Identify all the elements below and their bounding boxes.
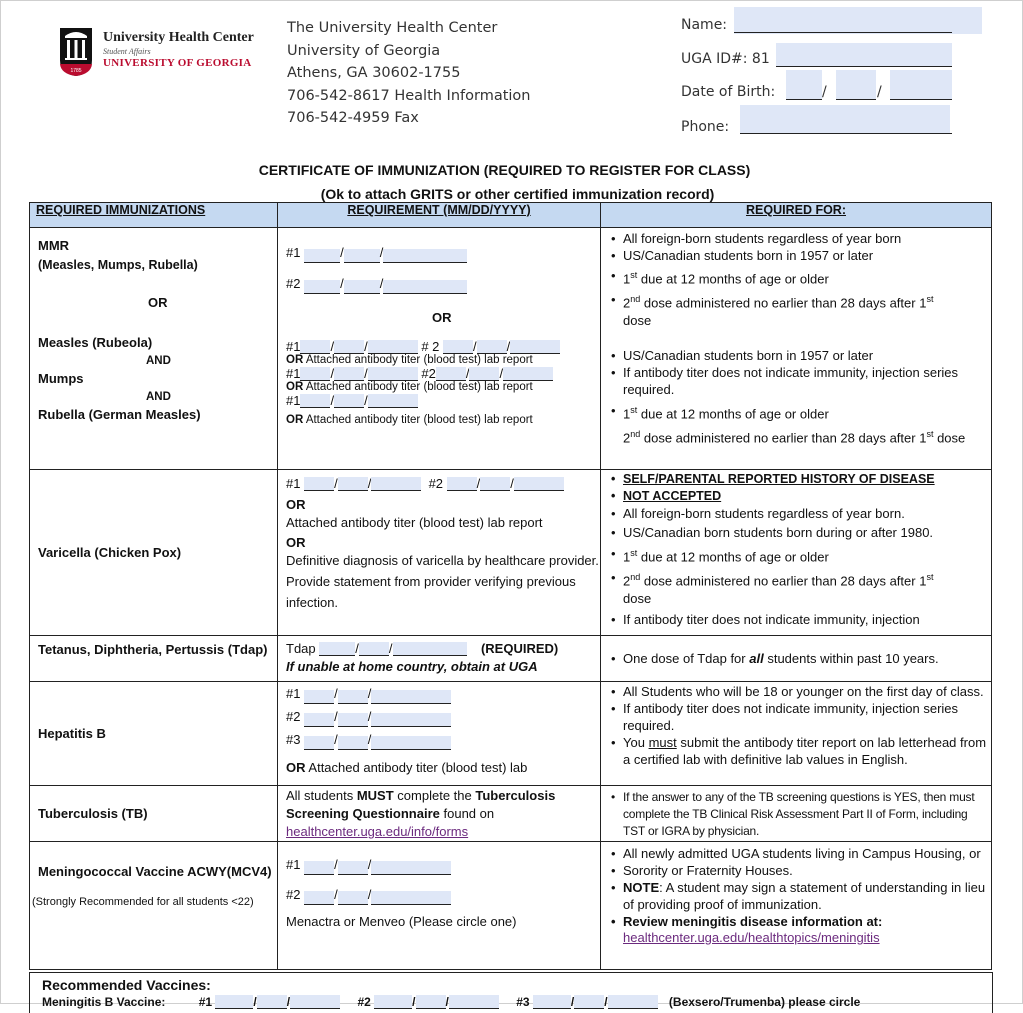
mening-brand: Menactra or Menveo (Please circle one)	[286, 914, 517, 929]
list-item: • 2nd dose administered no earlier than 28 days after 1st dose	[623, 291, 991, 328]
tb-title: Tuberculosis (TB)	[38, 806, 148, 821]
address-line: 706-542-8617 Health Information	[287, 87, 531, 104]
mumps-dose1-day[interactable]	[334, 367, 364, 381]
varicella-dose2-month[interactable]	[447, 477, 477, 491]
list-item: • 1st due at 12 months of age or older	[623, 402, 991, 422]
logo-title: University Health Center	[103, 30, 254, 45]
mening-dose2-year[interactable]	[371, 891, 451, 905]
list-item: • SELF/PARENTAL REPORTED HISTORY OF DISEASE	[623, 471, 991, 488]
dose-label: #1	[286, 476, 301, 491]
titer-text: Attached antibody titer (blood test) lab	[308, 760, 528, 775]
mumps-dose1-month[interactable]	[300, 367, 330, 381]
dose-label: #1	[286, 339, 301, 354]
phone-input[interactable]	[740, 105, 950, 133]
rubella-title: Rubella (German Measles)	[38, 407, 201, 422]
mening-dose1-year[interactable]	[371, 861, 451, 875]
measles-title: Measles (Rubeola)	[38, 335, 153, 350]
phone-label: Phone:	[681, 119, 730, 135]
rubella-dose1-year[interactable]	[368, 394, 418, 408]
measles-dose2-day[interactable]	[477, 340, 507, 354]
or-label: OR	[286, 354, 304, 366]
cell-hepb-requirement: #1 / / #2 / / #3 / / OR Attached antibody titer (blood test) lab	[278, 682, 601, 786]
cell-hepb-name	[30, 682, 278, 786]
logo-university: UNIVERSITY OF GEORGIA	[103, 57, 252, 69]
or-label: OR	[286, 535, 306, 550]
recommended-title: Recommended Vaccines:	[42, 977, 211, 993]
cell-mening-required-for	[601, 842, 992, 970]
tb-text: complete the	[397, 788, 472, 803]
dob-slash: /	[822, 84, 827, 100]
menb-brand: (Bexsero/Trumenba) please circle	[668, 995, 861, 1009]
list-item: • 2nd dose administered no earlier than 28 days after 1st dose	[623, 426, 991, 450]
name-input[interactable]	[734, 7, 982, 34]
mumps-title: Mumps	[38, 371, 84, 386]
menb-dose3-day[interactable]	[574, 995, 604, 1009]
mmr-dose2-month[interactable]	[304, 280, 340, 294]
dose-label: #1	[286, 686, 301, 701]
tdap-label: Tdap	[286, 641, 316, 656]
col-header-required-for: REQUIRED FOR:	[601, 203, 992, 228]
dose-label: #2	[428, 476, 444, 491]
col-header-requirement: REQUIREMENT (MM/DD/YYYY)	[278, 203, 601, 228]
immunization-table	[29, 202, 992, 970]
mmr-dose2-year[interactable]	[383, 280, 467, 294]
hepb-dose2-month[interactable]	[304, 713, 334, 727]
diagnosis-text: Definitive diagnosis of varicella by healthcare provider. Provide statement from provider verifying previous infection.	[286, 553, 599, 610]
list-item: • 1st due at 12 months of age or older	[623, 545, 991, 565]
tb-questionnaire: Tuberculosis Screening Questionnaire	[286, 788, 556, 821]
mmr-subtitle: (Measles, Mumps, Rubella)	[38, 258, 198, 272]
varicella-dose1-month[interactable]	[304, 477, 334, 491]
recommended-section	[29, 972, 993, 1013]
dob-underline	[786, 99, 822, 100]
mening-title: Meningococcal Vaccine ACWY(MCV4)	[38, 864, 272, 879]
dose-label: #2	[357, 995, 371, 1009]
menb-label: Meningitis B Vaccine:	[42, 995, 166, 1009]
dose-label: #1	[286, 857, 301, 872]
cell-varicella-required-for	[601, 470, 992, 636]
list-item: • One dose of Tdap for all students within past 10 years.	[623, 650, 991, 667]
hepb-dose3-year[interactable]	[371, 736, 451, 750]
dose-label: #1	[286, 366, 301, 381]
row-meningococcal	[30, 842, 992, 970]
address-block	[287, 17, 530, 130]
cell-varicella-requirement: #1 / / #2 / / OR Attached antibody titer (blood test) lab report OR Definitive diagnosis of varicella by healthcare provider. Provide statement from provider verifying previous infection.	[278, 470, 601, 636]
measles-dose1-month[interactable]	[300, 340, 330, 354]
or-label: OR	[286, 497, 306, 512]
meningitis-info-link[interactable]: healthcenter.uga.edu/healthtopics/meningitis	[623, 930, 880, 945]
cell-varicella-name	[30, 470, 278, 636]
menb-dose1-month[interactable]	[215, 995, 253, 1009]
hepb-dose2-year[interactable]	[371, 713, 451, 727]
dob-year-input[interactable]	[890, 70, 952, 100]
uga-arch-icon	[58, 26, 94, 78]
cell-tb-required-for	[601, 786, 992, 842]
titer-text: Attached antibody titer (blood test) lab report	[305, 354, 533, 366]
row-tdap	[30, 636, 992, 682]
tb-must: MUST	[356, 788, 394, 803]
varicella-dose1-year[interactable]	[371, 477, 421, 491]
hepb-title: Hepatitis B	[38, 726, 106, 741]
list-item: • You must submit the antibody titer report on lab letterhead from a certified lab with definitive lab values in English.	[623, 734, 991, 768]
measles-dose1-day[interactable]	[334, 340, 364, 354]
dose-label: #1	[286, 245, 301, 260]
list-item: • US/Canadian born students born during or after 1980.	[623, 524, 991, 541]
mening-dose2-day[interactable]	[338, 891, 368, 905]
cell-mmr-required-for	[601, 228, 992, 470]
or-label: OR	[286, 381, 304, 393]
dose-label: #2	[286, 709, 301, 724]
list-item: • 1st due at 12 months of age or older	[623, 267, 991, 287]
mumps-dose2-year[interactable]	[503, 367, 553, 381]
dose-label: #1	[286, 393, 301, 408]
tdap-month[interactable]	[319, 642, 355, 656]
varicella-title: Varicella (Chicken Pox)	[38, 545, 182, 560]
mmr-dose1-day[interactable]	[344, 249, 380, 263]
mmr-dose2-day[interactable]	[344, 280, 380, 294]
address-line: 706-542-4959 Fax	[287, 110, 419, 126]
list-item: • US/Canadian students born in 1957 or later	[623, 247, 991, 264]
tb-text: found on	[443, 806, 495, 821]
tb-forms-link[interactable]: healthcenter.uga.edu/info/forms	[286, 824, 469, 839]
phone-underline	[740, 133, 952, 134]
dob-day-input[interactable]	[836, 70, 876, 100]
hepb-dose2-day[interactable]	[338, 713, 368, 727]
svg-text:1785: 1785	[70, 68, 82, 74]
list-item: • NOTE: A student may sign a statement of understanding in lieu of providing proof of immunization.	[623, 879, 991, 913]
list-item: • If antibody titer does not indicate immunity, injection	[623, 611, 991, 628]
cell-mmr-requirement: #1 / / #2 / / OR #1 / / # 2 / / OR Attached antibody titer (blood test) lab report #1 / / #2 / / OR Attached antibody titer (blood test) lab report #1 / / OR Attached antibody titer (blood test) lab report	[278, 228, 601, 470]
menb-dose1-day[interactable]	[257, 995, 287, 1009]
list-item: • All Students who will be 18 or younger on the first day of class.	[623, 683, 991, 700]
menb-dose1-year[interactable]	[290, 995, 340, 1009]
mmr-or: OR	[148, 295, 168, 310]
tdap-title: Tetanus, Diphtheria, Pertussis (Tdap)	[38, 642, 268, 657]
menb-dose2-month[interactable]	[374, 995, 412, 1009]
menb-dose3-month[interactable]	[533, 995, 571, 1009]
menb-dose3-year[interactable]	[608, 995, 658, 1009]
mumps-dose2-month[interactable]	[436, 367, 466, 381]
dose-label: # 2	[421, 339, 440, 354]
dose-label: #2	[286, 887, 301, 902]
measles-dose1-year[interactable]	[368, 340, 418, 354]
name-label: Name:	[681, 17, 728, 33]
list-item: • If antibody titer does not indicate immunity, injection series required.	[623, 700, 991, 734]
table-header-row	[30, 203, 992, 228]
menb-row: Meningitis B Vaccine: #1 / / #2 / / #3 / / (Bexsero/Trumenba) please circle	[42, 995, 861, 1009]
titer-text: Attached antibody titer (blood test) lab report	[305, 381, 533, 393]
mmr-dose1-year[interactable]	[383, 249, 467, 263]
certificate-subtitle: (Ok to attach GRITS or other certified immunization record)	[320, 186, 715, 202]
dob-underline	[836, 99, 876, 100]
dose-label: #2	[286, 276, 301, 291]
list-item: • All foreign-born students regardless of year born	[623, 230, 991, 247]
mening-dose1-day[interactable]	[338, 861, 368, 875]
mening-note: (Strongly Recommended for all students <22)	[32, 896, 254, 908]
dose-label: #3	[516, 995, 530, 1009]
row-hepatitis-b	[30, 682, 992, 786]
tdap-required: (REQUIRED)	[480, 641, 559, 656]
row-varicella	[30, 470, 992, 636]
mmr-title: MMR	[38, 238, 70, 253]
cell-tdap-required-for	[601, 636, 992, 682]
tb-text: All students	[286, 788, 354, 803]
tdap-year[interactable]	[393, 642, 467, 656]
list-item: • All newly admitted UGA students living in Campus Housing, or	[623, 845, 991, 862]
uga-id-underline	[776, 66, 952, 67]
cell-hepb-required-for	[601, 682, 992, 786]
list-item: • If antibody titer does not indicate immunity, injection series required.	[623, 364, 991, 398]
hepb-dose1-year[interactable]	[371, 690, 451, 704]
list-item: • Sorority or Fraternity Houses.	[623, 862, 991, 879]
rubella-dose1-day[interactable]	[334, 394, 364, 408]
uga-logo	[58, 26, 278, 82]
tdap-note: If unable at home country, obtain at UGA	[286, 659, 538, 674]
dob-month-input[interactable]	[786, 70, 822, 100]
logo-subtitle: Student Affairs	[103, 47, 151, 56]
col-header-immunizations: REQUIRED IMMUNIZATIONS	[30, 203, 278, 228]
cell-tdap-name	[30, 636, 278, 682]
mmr-dose1-month[interactable]	[304, 249, 340, 263]
row-mmr	[30, 228, 992, 470]
cell-mening-name	[30, 842, 278, 970]
hepb-dose1-day[interactable]	[338, 690, 368, 704]
rubella-dose1-month[interactable]	[300, 394, 330, 408]
measles-dose2-month[interactable]	[443, 340, 473, 354]
measles-dose2-year[interactable]	[510, 340, 560, 354]
and-label: AND	[146, 355, 171, 367]
list-item: • 2nd dose administered no earlier than 28 days after 1st dose	[623, 569, 991, 606]
titer-text: Attached antibody titer (blood test) lab report	[305, 414, 533, 426]
list-item: • NOT ACCEPTED	[623, 488, 991, 505]
and-label: AND	[146, 391, 171, 403]
mumps-dose2-day[interactable]	[469, 367, 499, 381]
mening-dose1-month[interactable]	[304, 861, 334, 875]
cell-tb-requirement	[278, 786, 601, 842]
list-item: • All foreign-born students regardless of year born.	[623, 505, 991, 522]
dob-underline	[890, 99, 952, 100]
dob-label: Date of Birth:	[681, 84, 776, 100]
varicella-dose2-year[interactable]	[514, 477, 564, 491]
address-line: Athens, GA 30602-1755	[287, 65, 461, 81]
mening-dose2-month[interactable]	[304, 891, 334, 905]
certificate-title: CERTIFICATE OF IMMUNIZATION (REQUIRED TO REGISTER FOR CLASS)	[258, 162, 751, 178]
dose-label: #2	[421, 366, 436, 381]
or-label: OR	[286, 760, 306, 775]
dose-label: #1	[198, 995, 213, 1009]
dose-label: #3	[286, 732, 301, 747]
dob-slash: /	[877, 84, 882, 100]
uga-id-input[interactable]	[776, 43, 952, 67]
list-item: • If the answer to any of the TB screening questions is YES, then must complete the TB Clinical Risk Assessment Part II of Form, including TST or IGRA by physician.	[623, 789, 991, 840]
mmr-or: OR	[432, 310, 452, 325]
menb-dose2-year[interactable]	[449, 995, 499, 1009]
row-tuberculosis	[30, 786, 992, 842]
or-label: OR	[286, 414, 304, 426]
address-line: University of Georgia	[287, 42, 441, 59]
address-line: The University Health Center	[287, 20, 498, 36]
hepb-dose3-month[interactable]	[304, 736, 334, 750]
hepb-dose1-month[interactable]	[304, 690, 334, 704]
hepb-dose3-day[interactable]	[338, 736, 368, 750]
cell-mening-requirement: #1 / / #2 / / Menactra or Menveo (Please circle one)	[278, 842, 601, 970]
mumps-dose1-year[interactable]	[368, 367, 418, 381]
titer-text: Attached antibody titer (blood test) lab report	[286, 515, 543, 530]
list-item: • US/Canadian students born in 1957 or later	[623, 347, 991, 364]
cell-tdap-requirement: Tdap / / (REQUIRED) If unable at home country, obtain at UGA	[278, 636, 601, 682]
tdap-day[interactable]	[359, 642, 389, 656]
menb-dose2-day[interactable]	[416, 995, 446, 1009]
cell-tb-name	[30, 786, 278, 842]
name-underline	[734, 32, 952, 33]
cell-mmr-name	[30, 228, 278, 470]
varicella-dose2-day[interactable]	[480, 477, 510, 491]
list-item: • Review meningitis disease information at:	[623, 913, 991, 930]
varicella-dose1-day[interactable]	[338, 477, 368, 491]
uga-id-label: UGA ID#: 81	[681, 51, 770, 67]
